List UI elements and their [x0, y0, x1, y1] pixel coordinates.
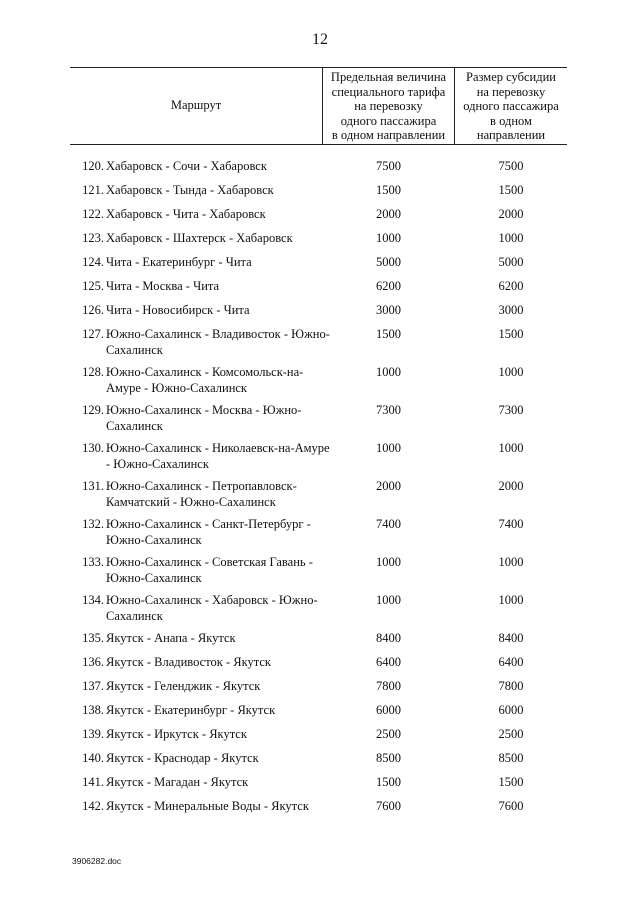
row-number: 141.: [82, 775, 104, 789]
row-tariff: 1000: [376, 593, 401, 607]
column-header-subsidy: [455, 70, 567, 143]
row-number: 120.: [82, 159, 104, 173]
row-tariff: 7600: [376, 799, 401, 813]
row-subsidy: 1500: [498, 775, 524, 789]
row-tariff: 2000: [376, 479, 401, 493]
row-tariff: 7300: [376, 403, 401, 417]
row-route: Якутск - Анапа - Якутск: [106, 631, 236, 645]
row-route: Южно-Сахалинск - Комсомольск-на-Амуре - Южно-Сахалинск: [106, 365, 304, 395]
row-route: Южно-Сахалинск - Николаевск-на-Амуре - Южно-Сахалинск: [106, 441, 330, 471]
row-tariff: 5000: [376, 255, 401, 269]
row-subsidy: 7800: [498, 679, 524, 693]
row-tariff: 2000: [376, 207, 401, 221]
header-line: на перевозку: [354, 99, 423, 114]
row-subsidy: 7400: [498, 517, 524, 531]
row-number: 121.: [82, 183, 104, 197]
row-number: 132.: [82, 517, 104, 531]
row-subsidy: 8500: [498, 751, 524, 765]
row-route: Якутск - Иркутск - Якутск: [106, 727, 247, 741]
row-route: Южно-Сахалинск - Владивосток - Южно-Сахалинск: [106, 327, 330, 357]
row-tariff: 1000: [376, 441, 401, 455]
row-route: Хабаровск - Шахтерск - Хабаровск: [106, 231, 293, 245]
column-header-route: Маршрут: [170, 98, 222, 112]
row-subsidy: 1500: [498, 327, 524, 341]
row-tariff: 7800: [376, 679, 401, 693]
row-subsidy: 8400: [498, 631, 524, 645]
header-bottom-rule: [70, 144, 567, 145]
row-number: 123.: [82, 231, 104, 245]
row-number: 133.: [82, 555, 104, 569]
row-tariff: 7500: [376, 159, 401, 173]
row-subsidy: 7500: [498, 159, 524, 173]
row-subsidy: 2500: [498, 727, 524, 741]
row-tariff: 3000: [376, 303, 401, 317]
row-number: 139.: [82, 727, 104, 741]
row-number: 127.: [82, 327, 104, 341]
row-tariff: 1000: [376, 555, 401, 569]
row-number: 126.: [82, 303, 104, 317]
row-subsidy: 6400: [498, 655, 524, 669]
row-route: Южно-Сахалинск - Советская Гавань - Южно-Сахалинск: [106, 555, 313, 585]
row-route: Чита - Новосибирск - Чита: [106, 303, 250, 317]
row-tariff: 2500: [376, 727, 401, 741]
row-number: 122.: [82, 207, 104, 221]
row-subsidy: 7300: [498, 403, 524, 417]
row-subsidy: 1000: [498, 555, 524, 569]
row-subsidy: 1500: [498, 183, 524, 197]
header-line: Размер субсидии: [466, 70, 556, 84]
row-route: Якутск - Краснодар - Якутск: [106, 751, 259, 765]
row-tariff: 1500: [376, 327, 401, 341]
row-route: Южно-Сахалинск - Москва - Южно-Сахалинск: [106, 403, 302, 433]
row-number: 125.: [82, 279, 104, 293]
row-tariff: 6400: [376, 655, 401, 669]
file-name-footer: 3906282.doc: [72, 856, 122, 866]
header-line: направлении: [476, 128, 546, 143]
table-top-rule: [70, 67, 567, 68]
row-tariff: 8500: [376, 751, 401, 765]
row-route: Чита - Екатеринбург - Чита: [106, 255, 252, 269]
row-subsidy: 7600: [498, 799, 524, 813]
row-route: Якутск - Минеральные Воды - Якутск: [106, 799, 309, 813]
row-route: Якутск - Геленджик - Якутск: [106, 679, 261, 693]
row-route: Хабаровск - Тында - Хабаровск: [106, 183, 274, 197]
row-route: Чита - Москва - Чита: [106, 279, 220, 293]
row-tariff: 1500: [376, 183, 401, 197]
row-number: 135.: [82, 631, 104, 645]
row-subsidy: 2000: [498, 479, 524, 493]
row-route: Южно-Сахалинск - Хабаровск - Южно-Сахалинск: [106, 593, 318, 623]
header-line: Предельная величина: [330, 70, 447, 84]
row-subsidy: 2000: [498, 207, 524, 221]
row-number: 128.: [82, 365, 104, 379]
row-route: Южно-Сахалинск - Петропавловск-Камчатский - Южно-Сахалинск: [106, 479, 297, 509]
page-number: 12: [312, 31, 328, 48]
row-number: 129.: [82, 403, 104, 417]
row-route: Якутск - Екатеринбург - Якутск: [106, 703, 276, 717]
column-header-tariff: [323, 70, 454, 143]
row-subsidy: 6000: [498, 703, 524, 717]
header-line: на перевозку: [476, 84, 546, 99]
header-line: в одном: [490, 113, 532, 128]
row-route: Якутск - Владивосток - Якутск: [106, 655, 271, 669]
row-number: 124.: [82, 255, 104, 269]
row-tariff: 7400: [376, 517, 401, 531]
row-number: 130.: [82, 441, 104, 455]
row-number: 136.: [82, 655, 104, 669]
row-tariff: 1000: [376, 231, 401, 245]
row-route: Хабаровск - Сочи - Хабаровск: [106, 159, 267, 173]
row-number: 134.: [82, 593, 104, 607]
row-subsidy: 5000: [498, 255, 524, 269]
row-route: Якутск - Магадан - Якутск: [106, 775, 249, 789]
row-route: Хабаровск - Чита - Хабаровск: [106, 207, 266, 221]
row-route: Южно-Сахалинск - Санкт-Петербург - Южно-Сахалинск: [106, 517, 311, 547]
row-subsidy: 1000: [498, 593, 524, 607]
header-line: в одном направлении: [331, 128, 446, 143]
row-tariff: 6200: [376, 279, 401, 293]
row-number: 142.: [82, 799, 104, 813]
header-line: специального тарифа: [331, 84, 446, 99]
row-number: 137.: [82, 679, 104, 693]
row-subsidy: 1000: [498, 231, 524, 245]
row-number: 131.: [82, 479, 104, 493]
row-tariff: 1500: [376, 775, 401, 789]
row-number: 138.: [82, 703, 104, 717]
header-line: одного пассажира: [340, 113, 437, 128]
row-subsidy: 3000: [498, 303, 524, 317]
row-tariff: 6000: [376, 703, 401, 717]
header-line: одного пассажира: [463, 99, 559, 114]
row-subsidy: 1000: [498, 441, 524, 455]
row-tariff: 8400: [376, 631, 401, 645]
row-number: 140.: [82, 751, 104, 765]
row-subsidy: 1000: [498, 365, 524, 379]
row-subsidy: 6200: [498, 279, 524, 293]
row-tariff: 1000: [376, 365, 401, 379]
